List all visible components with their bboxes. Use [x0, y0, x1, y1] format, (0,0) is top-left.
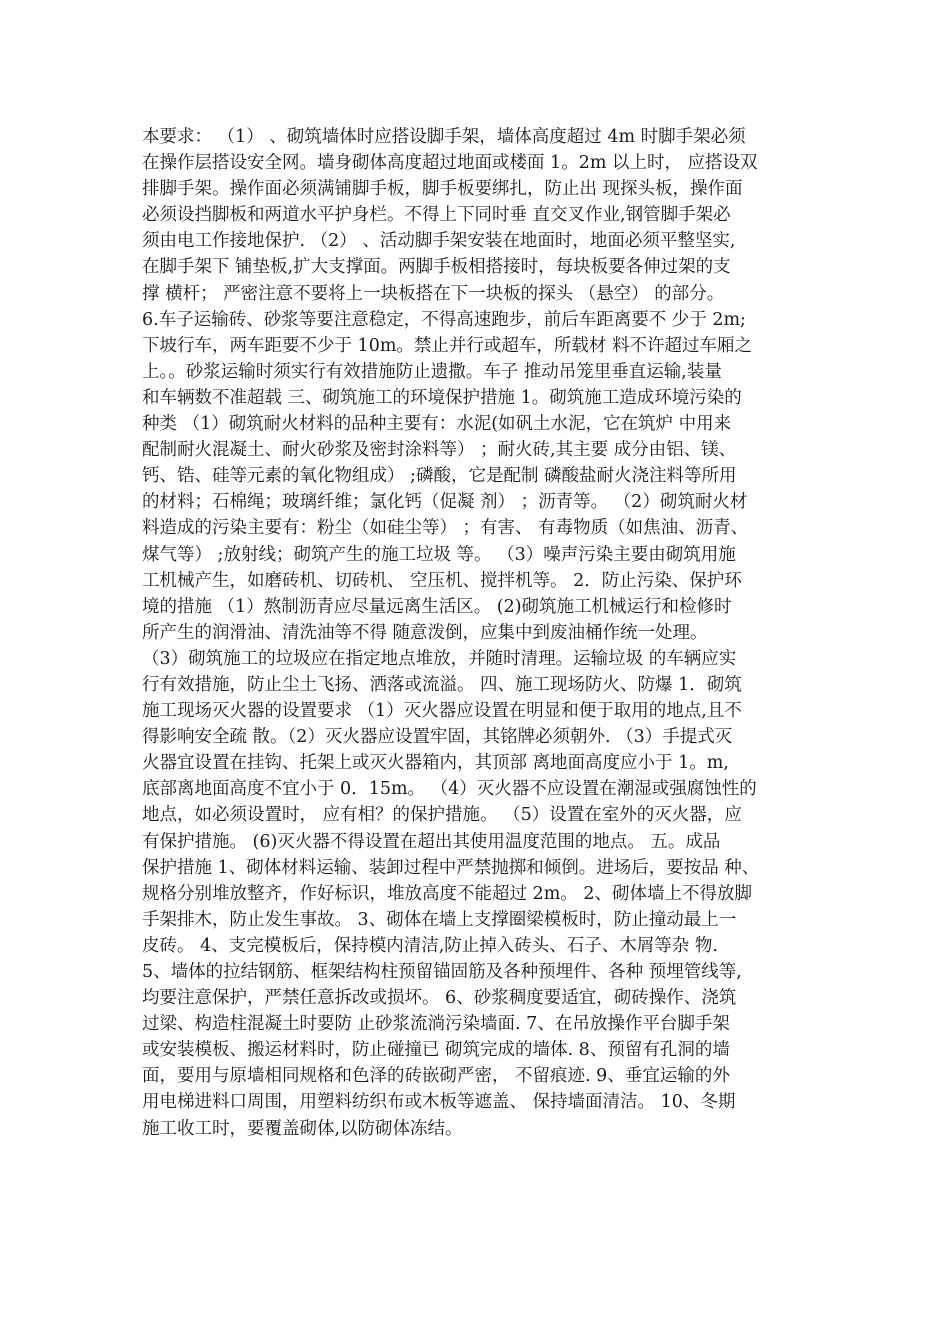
text-line: 火器宜设置在挂钩、托架上或灭火器箱内，其顶部 离地面高度应小于 1。m, [142, 753, 729, 774]
text-line: 境的措施 （1）熬制沥青应尽量远离生活区。 (2)砌筑施工机械运行和检修时 [142, 596, 732, 617]
text-line: 施工收工时，要覆盖砌体,以防砌体冻结。 [142, 1118, 463, 1139]
text-line: 得影响安全疏 散。（2）灭火器应设置牢固，其铭牌必须朝外. （3）手提式灭 [142, 727, 733, 748]
text-line: 和车辆数不准超载 三、砌筑施工的环境保护措施 1。砌筑施工造成环境污染的 [142, 387, 742, 408]
document-body-text [142, 124, 812, 1142]
text-line: 所产生的润滑油、清洗油等不得 随意泼倒，应集中到废油桶作统一处理。 [142, 622, 708, 643]
text-line: 底部离地面高度不宜小于 0．15m。 （4）灭火器不应设置在潮湿或强腐蚀性的 [142, 779, 757, 800]
text-line: 在脚手架下 铺垫板,扩大支撑面。两脚手板相搭接时，每块板要各伸过架的支 [142, 257, 731, 278]
text-line: 规格分别堆放整齐，作好标识，堆放高度不能超过 2m。 2、砌体墙上不得放脚 [142, 883, 752, 904]
text-line: 或安装模板、搬运材料时，防止碰撞已 砌筑完成的墙体. 8、预留有孔洞的墙 [142, 1040, 730, 1061]
text-line: 种类 （1）砌筑耐火材料的品种主要有：水泥(如矾土水泥，它在筑炉 中用来 [142, 414, 732, 435]
text-line: 撑 横杆； 严密注意不要将上一块板搭在下一块板的探头 （悬空） 的部分。 [142, 283, 725, 304]
text-line: 用电梯进料口周围，用塑料纺织布或木板等遮盖、 保持墙面清洁。 10、冬期 [142, 1092, 736, 1113]
text-line: 在操作层搭设安全网。墙身砌体高度超过地面或楼面 1。2m 以上时， 应搭设双 [142, 153, 758, 174]
text-line: 上。。砂浆运输时须实行有效措施防止遗撒。车子 推动吊笼里垂直运输,装量 [142, 361, 722, 382]
text-line: 工机械产生，如磨砖机、切砖机、 空压机、搅拌机等。 2．防止污染、保护环 [142, 570, 742, 591]
text-line: 5、墙体的拉结钢筋、框架结构柱预留锚固筋及各种预埋件、各种 预埋管线等, [142, 962, 742, 982]
text-line: 钙、锆、硅等元素的氧化物组成） ;磷酸，它是配制 磷酸盐耐火浇注料等所用 [142, 466, 737, 487]
text-line: 保护措施 1、砌体材料运输、装卸过程中严禁抛掷和倾倒。进场后，要按品 种、 [142, 857, 760, 878]
text-line: 皮砖。 4、支完模板后，保持模内清洁,防止掉入砖头、石子、木屑等杂 物. [142, 935, 718, 956]
text-line: 配制耐火混凝土、耐火砂浆及密封涂料等） ；耐火砖,其主要 成分由铝、镁、 [142, 440, 737, 461]
text-line: 煤气等） ;放射线；砌筑产生的施工垃圾 等。 （3）噪声污染主要由砌筑用施 [142, 544, 736, 565]
text-line: 手架排木，防止发生事故。 3、砌体在墙上支撑圈梁模板时，防止撞动最上一 [142, 909, 737, 930]
text-line: 下坡行车，两车距要不少于 10m。禁止并行或超车，所载材 料不许超过车厢之 [142, 335, 752, 356]
text-line: 均要注意保护，严禁任意拆改或损坏。 6、砂浆稠度要适宜，砌砖操作、浇筑 [142, 988, 737, 1009]
text-line: 面，要用与原墙相同规格和色泽的砖嵌砌严密， 不留痕迹. 9、垂宜运输的外 [142, 1066, 730, 1087]
text-line: （3）砌筑施工的垃圾应在指定地点堆放，并随时清理。运输垃圾 的车辆应实 [142, 648, 737, 669]
text-line: 地点，如必须设置时， 应有相？的保护措施。 （5）设置在室外的灭火器，应 [142, 805, 742, 826]
text-line: 排脚手架。操作面必须满铺脚手板，脚手板要绑扎，防止出 现探头板，操作面 [142, 179, 743, 200]
text-line: 须由电工作接地保护. （2） 、活动脚手架安装在地面时，地面必须平整坚实, [142, 231, 736, 252]
text-line: 的材料；石棉绳；玻璃纤维；氯化钙（促凝 剂） ；沥青等。 （2）砌筑耐火材 [142, 492, 748, 513]
text-line: 必须设挡脚板和两道水平护身栏。不得上下同时垂 直交叉作业,钢管脚手架必 [142, 205, 731, 226]
text-line: 料造成的污染主要有：粉尘（如硅尘等） ；有害、 有毒物质（如焦油、沥青、 [142, 518, 749, 539]
text-line: 施工现场灭火器的设置要求 （1）灭火器应设置在明显和便于取用的地点,且不 [142, 701, 742, 722]
text-line: 行有效措施，防止尘土飞扬、洒落或流溢。 四、施工现场防火、防爆 1．砌筑 [142, 674, 742, 695]
text-line: 本要求： （1） 、砌筑墙体时应搭设脚手架，墙体高度超过 4m 时脚手架必须 [142, 127, 746, 147]
text-line: 过梁、构造柱混凝土时要防 止砂浆流淌污染墙面. 7、在吊放操作平台脚手架 [142, 1014, 730, 1035]
text-line: 有保护措施。 (6)灭火器不得设置在超出其使用温度范围的地点。 五。成品 [142, 831, 721, 852]
text-line: 6.车子运输砖、砂浆等要注意稳定，不得高速跑步，前后车距离要不 少于 2m; [142, 309, 746, 330]
